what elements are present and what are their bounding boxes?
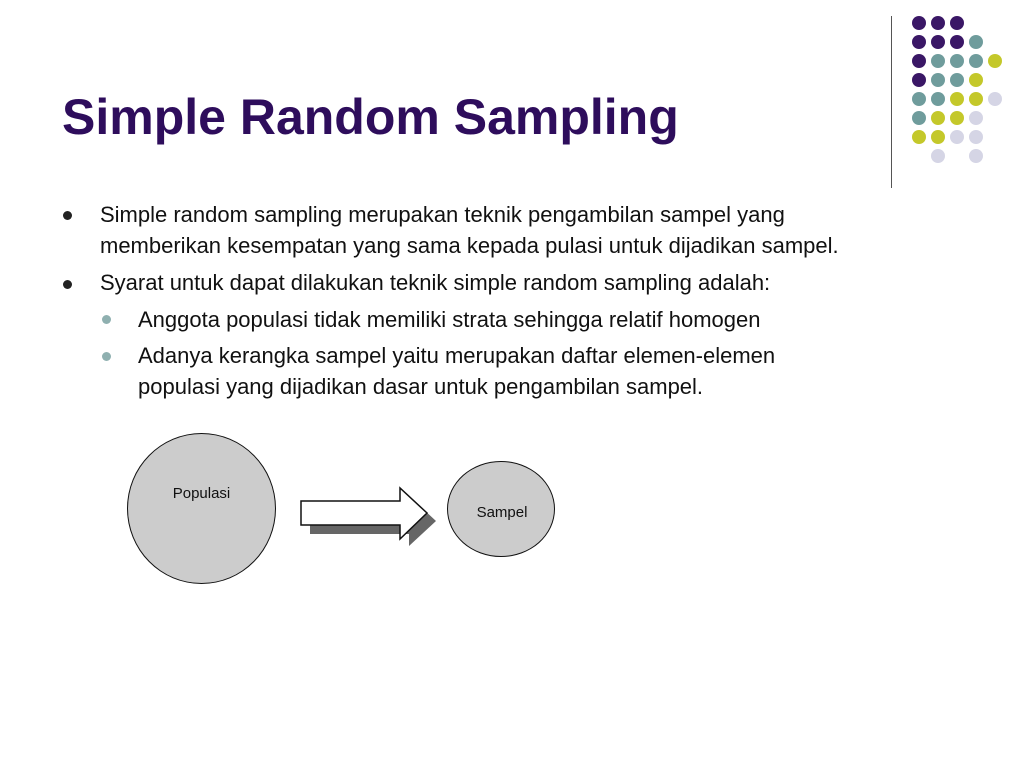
- decorative-dot: [950, 73, 964, 87]
- bullet-dot: [63, 211, 72, 220]
- decorative-dot: [931, 35, 945, 49]
- decorative-dot: [988, 92, 1002, 106]
- decorative-dot-grid: [0, 0, 1024, 170]
- decorative-dot: [912, 130, 926, 144]
- decorative-dot: [912, 92, 926, 106]
- decorative-dot: [988, 54, 1002, 68]
- sub-bullet-item-2: [138, 340, 978, 402]
- sub-bullet-item-2-line-1: Adanya kerangka sampel yaitu merupakan daftar elemen-elemen: [138, 343, 776, 368]
- decorative-dot: [931, 130, 945, 144]
- decorative-dot: [931, 73, 945, 87]
- decorative-dot: [950, 111, 964, 125]
- populasi-circle: [127, 433, 276, 584]
- decorative-dot: [969, 111, 983, 125]
- bullet-dot: [63, 280, 72, 289]
- sub-bullet-dot: [102, 352, 111, 361]
- decorative-dot: [931, 54, 945, 68]
- bullet-item-1-line-1: Simple random sampling merupakan teknik pengambilan sampel yang: [100, 202, 785, 227]
- populasi-label: Populasi: [172, 485, 231, 502]
- decorative-dot: [931, 16, 945, 30]
- right-arrow-icon: [298, 484, 446, 550]
- sub-bullet-item-1-line-1: Anggota populasi tidak memiliki strata sehingga relatif homogen: [138, 307, 761, 332]
- decorative-dot: [931, 92, 945, 106]
- decorative-dot: [912, 35, 926, 49]
- sub-bullet-dot: [102, 315, 111, 324]
- decorative-dot: [931, 111, 945, 125]
- decorative-dot: [969, 73, 983, 87]
- decorative-dot: [950, 54, 964, 68]
- decorative-dot: [969, 149, 983, 163]
- decorative-dot: [950, 130, 964, 144]
- decorative-dot: [950, 35, 964, 49]
- bullet-item-1-line-2: memberikan kesempatan yang sama kepada pulasi untuk dijadikan sampel.: [100, 233, 839, 258]
- decorative-dot: [950, 16, 964, 30]
- sampel-circle: [447, 461, 555, 557]
- decorative-dot: [969, 54, 983, 68]
- decorative-dot: [950, 92, 964, 106]
- decorative-dot: [931, 149, 945, 163]
- bullet-item-1: [100, 199, 980, 261]
- sub-bullet-item-1: [138, 304, 978, 335]
- bullet-item-2: [100, 267, 980, 298]
- decorative-dot: [912, 54, 926, 68]
- decorative-dot: [969, 130, 983, 144]
- decorative-dot: [969, 92, 983, 106]
- slide-title: Simple Random Sampling: [62, 89, 679, 145]
- decorative-dot: [912, 16, 926, 30]
- bullet-item-2-line-1: Syarat untuk dapat dilakukan teknik simple random sampling adalah:: [100, 270, 771, 295]
- decorative-dot: [969, 35, 983, 49]
- sampel-label: Sampel: [476, 504, 528, 521]
- sub-bullet-item-2-line-2: populasi yang dijadikan dasar untuk pengambilan sampel.: [138, 374, 704, 399]
- decorative-dot: [912, 111, 926, 125]
- decorative-dot: [912, 73, 926, 87]
